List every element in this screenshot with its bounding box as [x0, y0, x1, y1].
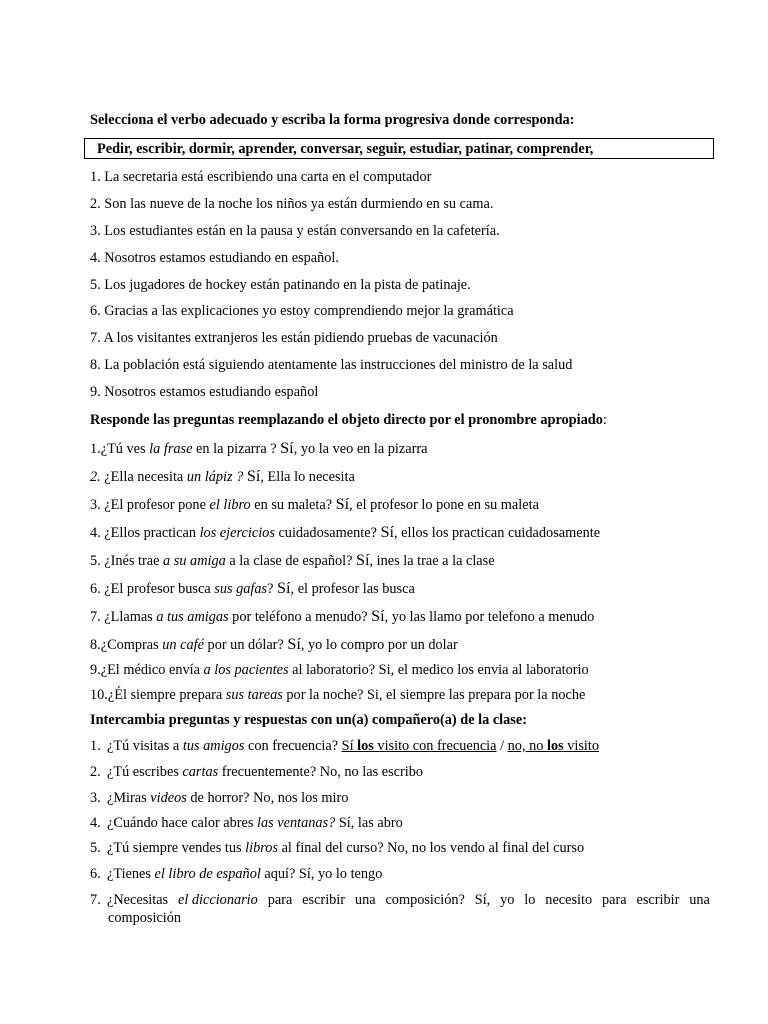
question-text: ¿Necesitas: [107, 892, 169, 908]
question-text: ¿Tú escribes: [107, 764, 183, 780]
question-text: 1.¿Tú ves: [90, 441, 150, 457]
answer-continuation: composición: [108, 910, 182, 926]
answer-text: no, no: [507, 738, 547, 754]
question-text: ¿Ella necesita: [104, 469, 187, 485]
answer-text: una: [689, 892, 710, 908]
direct-object: el libro: [209, 497, 251, 513]
direct-object: a tus amigas: [156, 609, 229, 625]
answer-negative: [508, 738, 599, 754]
direct-object: tus amigos: [182, 738, 245, 754]
question-text: en su maleta?: [250, 497, 336, 513]
direct-object: sus gafas: [214, 581, 268, 597]
list-item: [90, 814, 403, 832]
answer-text: , el profesor lo pone en su maleta: [349, 497, 539, 513]
answer-text: yo: [500, 892, 515, 908]
list-item: [90, 495, 539, 514]
answer-si: Sí: [277, 579, 291, 597]
answer-affirmative: [342, 738, 497, 754]
list-item: 4. Nosotros estamos estudiando en español.: [90, 250, 339, 266]
separator: /: [496, 738, 508, 754]
answer-text: , el profesor las busca: [290, 581, 415, 597]
direct-object: libros: [245, 840, 279, 856]
list-item: 6. Gracias a las explicaciones yo estoy comprendiendo mejor la gramática: [90, 303, 514, 319]
list-item: [90, 789, 348, 807]
question-text: por la noche? Si, el siempre las prepara por la noche: [282, 687, 586, 703]
section2-heading-colon: :: [602, 412, 607, 428]
list-item: [90, 551, 495, 570]
item-number: 7.: [90, 892, 101, 908]
list-item: 3. Los estudiantes están en la pausa y están conversando en la cafetería.: [90, 223, 500, 239]
section3-heading: Intercambia preguntas y respuestas con un(a) compañero(a) de la clase:: [90, 712, 527, 728]
answer-text: , ines la trae a la clase: [369, 553, 495, 569]
question-text: Sí, las abro: [335, 815, 403, 831]
answer-text: necesito: [545, 892, 593, 908]
item-number: 5.: [90, 840, 101, 856]
list-item: [90, 579, 415, 598]
question-text: 8.¿Compras: [90, 637, 163, 653]
question-text: 3. ¿El profesor pone: [90, 497, 210, 513]
question-number: 2.: [90, 469, 105, 485]
list-item: [90, 635, 458, 654]
answer-text: Sí,: [474, 892, 491, 908]
question-text: ¿Tú siempre vendes tus: [107, 840, 246, 856]
pronoun: los: [546, 738, 564, 754]
list-item: [90, 661, 589, 679]
list-item: 9. Nosotros estamos estudiando español: [90, 384, 319, 400]
answer-text: , yo las llamo por telefono a menudo: [384, 609, 595, 625]
list-item: [90, 737, 599, 755]
item-number: 4.: [90, 815, 101, 831]
direct-object: las ventanas?: [257, 815, 336, 831]
question-text: en la pizarra ?: [192, 441, 281, 457]
direct-object: un café: [162, 637, 204, 653]
answer-si: Sí: [246, 467, 261, 485]
list-item: [90, 763, 423, 781]
question-text: por un dólar?: [203, 637, 288, 653]
answer-si: Sí: [356, 551, 370, 569]
list-item: 2. Son las nueve de la noche los niños ya están durmiendo en su cama.: [90, 196, 494, 212]
answer-text: , yo la veo en la pizarra: [293, 441, 428, 457]
direct-object: el libro de español: [154, 866, 261, 882]
answer-si: Sí: [380, 523, 394, 541]
question-text: frecuentemente? No, no las escribo: [218, 764, 424, 780]
question-text: 4. ¿Ellos practican: [90, 525, 200, 541]
answer-si: Sí: [371, 607, 385, 625]
item-number: 3.: [90, 790, 101, 806]
question-text: 9.¿El médico envía: [90, 662, 204, 678]
question-text: aquí? Sí, yo lo tengo: [260, 866, 383, 882]
verb-box: [84, 138, 714, 159]
verb-list: Pedir, escribir, dormir, aprender, conversar, seguir, estudiar, patinar, comprender,: [97, 141, 594, 157]
answer-text: , Ella lo necesita: [260, 469, 355, 485]
answer-si: Sí: [280, 439, 294, 457]
answer-text: , yo lo compro por un dolar: [300, 637, 458, 653]
question-text: para: [267, 892, 293, 908]
item-number: 1.: [90, 738, 101, 754]
list-item: 5. Los jugadores de hockey están patinando en la pista de patinaje.: [90, 277, 471, 293]
question-text: por teléfono a menudo?: [228, 609, 372, 625]
question-text: escribir: [302, 892, 346, 908]
list-item: [90, 467, 355, 486]
list-item: [90, 607, 594, 626]
direct-object: a los pacientes: [203, 662, 289, 678]
item-prefix: [90, 891, 168, 909]
question-text: al laboratorio? Si, el medico los envia al laboratorio: [288, 662, 589, 678]
question-text: 6. ¿El profesor busca: [90, 581, 215, 597]
answer-si: Sí: [287, 635, 301, 653]
answer-text: Sí: [341, 738, 358, 754]
direct-object: videos: [150, 790, 187, 806]
question-text: de horror? No, nos los miro: [186, 790, 349, 806]
question-text: ¿Cuándo hace calor abres: [107, 815, 258, 831]
item-number: 2.: [90, 764, 101, 780]
list-item: 7. A los visitantes extranjeros les están pidiendo pruebas de vacunación: [90, 330, 498, 346]
answer-text: visito: [563, 738, 600, 754]
direct-object: el diccionario: [178, 892, 258, 908]
question-text: una: [354, 892, 376, 908]
question-text: ¿Tú visitas a: [107, 738, 183, 754]
direct-object: sus tareas: [225, 687, 283, 703]
question-text: a la clase de español?: [225, 553, 357, 569]
item-number: 6.: [90, 866, 101, 882]
question-text: 7. ¿Llamas: [90, 609, 157, 625]
question-text: 10.¿Él siempre prepara: [90, 687, 226, 703]
question-text: 5. ¿Inés trae: [90, 553, 164, 569]
section2-heading-text: Responde las preguntas reemplazando el objeto directo por el pronombre apropiado: [90, 412, 603, 428]
list-item: [90, 839, 584, 857]
answer-si: Sí: [335, 495, 350, 513]
section2-heading: [90, 411, 607, 429]
question-text: ¿Miras: [107, 790, 151, 806]
answer-text: visito con frecuencia: [373, 738, 497, 754]
direct-object: la frase: [149, 441, 193, 457]
list-item: [90, 891, 710, 927]
direct-object: a su amiga: [163, 553, 226, 569]
answer-text: para: [602, 892, 627, 908]
list-item: [90, 686, 585, 704]
list-item: [90, 523, 600, 542]
question-text: al final del curso? No, no los vendo al final del curso: [278, 840, 585, 856]
list-item: [90, 865, 382, 883]
question-text: ¿Tienes: [107, 866, 155, 882]
list-item: [90, 439, 427, 458]
justified-line: [90, 891, 710, 909]
question-text: con frecuencia?: [244, 738, 342, 754]
section1-heading: Selecciona el verbo adecuado y escriba la forma progresiva donde corresponda:: [90, 112, 575, 128]
direct-object: un lápiz ?: [186, 469, 244, 485]
answer-text: escribir: [636, 892, 680, 908]
list-item: 1. La secretaria está escribiendo una carta en el computador: [90, 169, 432, 185]
direct-object: cartas: [182, 764, 219, 780]
direct-object: los ejercicios: [199, 525, 275, 541]
answer-text: , ellos los practican cuidadosamente: [394, 525, 601, 541]
question-text: ?: [267, 581, 278, 597]
list-item: 8. La población está siguiendo atentamente las instrucciones del ministro de la salud: [90, 357, 573, 373]
pronoun: los: [357, 738, 374, 754]
question-text: cuidadosamente?: [274, 525, 381, 541]
answer-text: lo: [524, 892, 536, 908]
question-text: composición?: [385, 892, 465, 908]
